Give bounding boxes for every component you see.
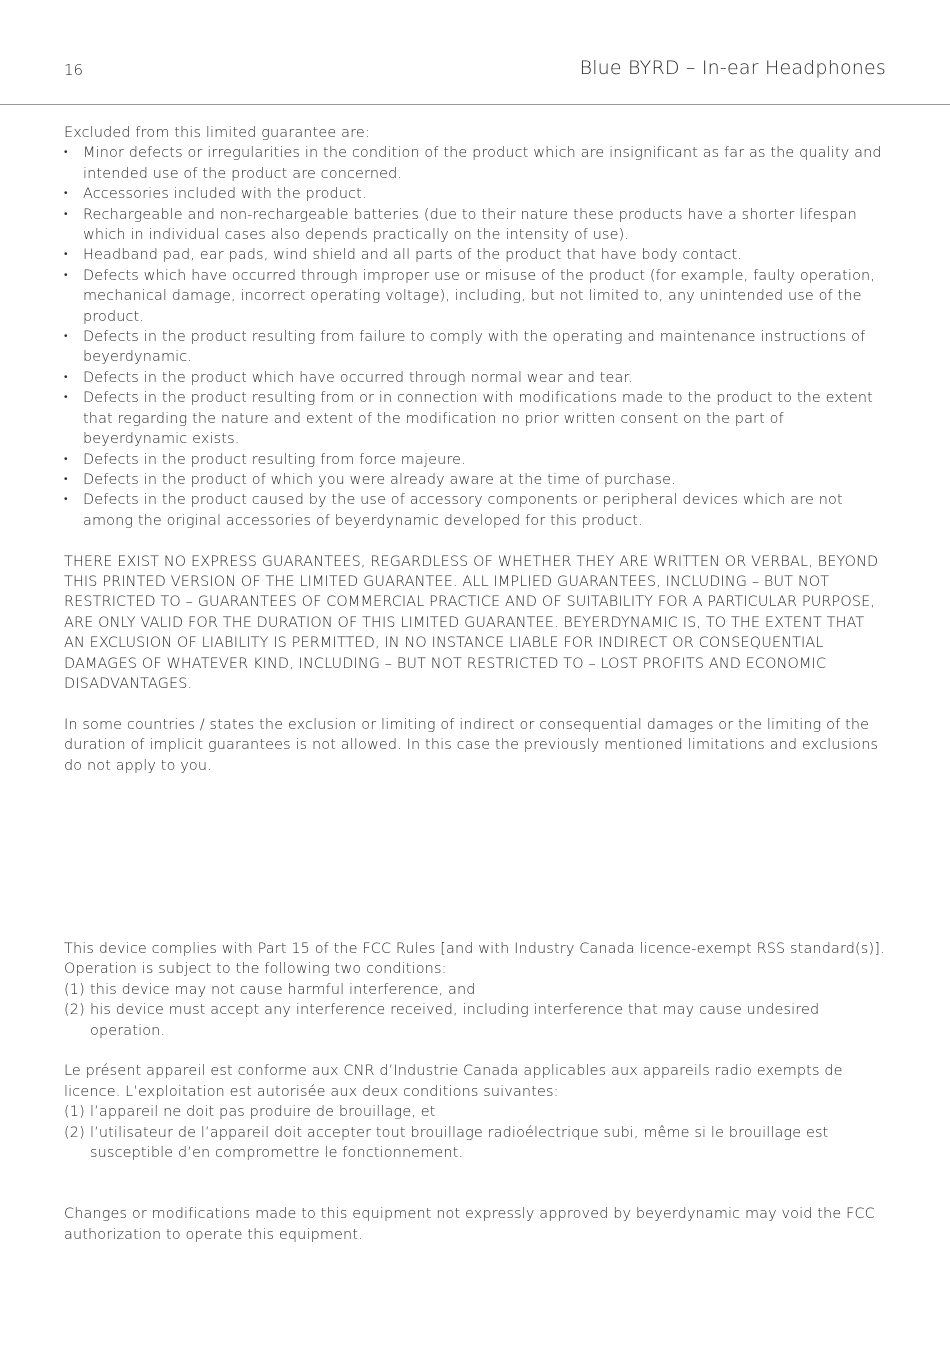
fcc-compliance-statement: This device complies with Part 15 of the FCC Rules [and with Industry Canada licence-exempt RSS standard(s)]. xyxy=(64,941,885,957)
list-item xyxy=(64,1000,888,1041)
condition-number: (1) xyxy=(64,981,85,998)
list-item xyxy=(64,1102,888,1122)
condition-text: his device must accept any interference received, including interference that may cause undesired operation. xyxy=(90,1002,820,1039)
list-item: • Defects in the product which have occurred through normal wear and tear. xyxy=(64,368,888,388)
document-title: Blue BYRD – In-ear Headphones xyxy=(579,57,886,79)
fcc-section xyxy=(64,939,888,1245)
header-divider xyxy=(0,104,950,105)
fcc-conditions-intro: Operation is subject to the following two conditions: xyxy=(64,961,447,978)
ic-french-statement: Le présent appareil est conforme aux CNR d’Industrie Canada applicables aux appareils radio exempts de licence. L’exploitation est autorisée aux deux conditions suivantes: xyxy=(64,1063,843,1100)
list-item: • Defects in the product caused by the use of accessory components or peripheral devices which are not among the original accessories of beyerdynamic developed for this product. xyxy=(64,490,888,531)
condition-number: (2) xyxy=(64,1002,85,1019)
condition-text: l’utilisateur de l’appareil doit accepter tout brouillage radioélectrique subi, même si le brouillage est susceptible d’en compromettre le fonctionnement. xyxy=(90,1124,829,1162)
list-item xyxy=(64,1123,888,1164)
list-item xyxy=(64,980,888,1000)
list-item: • Accessories included with the product. xyxy=(64,184,888,204)
list-item: • Headband pad, ear pads, wind shield and all parts of the product that have body contact. xyxy=(64,245,888,265)
exclusions-intro: Excluded from this limited guarantee are: xyxy=(64,125,370,141)
list-item: • Defects in the product of which you were already aware at the time of purchase. xyxy=(64,470,888,490)
condition-number: (2) xyxy=(64,1124,85,1141)
ic-french-conditions-list xyxy=(64,1102,888,1163)
condition-text: this device may not cause harmful interference, and xyxy=(90,981,476,998)
list-item: • Minor defects or irregularities in the condition of the product which are insignificant as far as the quality and intended use of the product are concerned. xyxy=(64,143,888,184)
changes-notice: Changes or modifications made to this equipment not expressly approved by beyerdynamic may void the FCC authorization to operate this equipment. xyxy=(64,1206,875,1243)
countries-note: In some countries / states the exclusion or limiting of indirect or consequential damages or the limiting of the duration of implicit guarantees is not allowed. In this case the previously mentioned limitations and exclusions do not apply to you. xyxy=(64,716,879,774)
condition-number: (1) xyxy=(64,1104,85,1121)
condition-text: l’appareil ne doit pas produire de brouillage, et xyxy=(90,1104,436,1121)
list-item: • Defects in the product resulting from failure to comply with the operating and maintenance instructions of beyerdynamic. xyxy=(64,327,888,368)
list-item: • Rechargeable and non-rechargeable batteries (due to their nature these products have a shorter lifespan which in individual cases also depends practically on the intensity of use). xyxy=(64,205,888,246)
exclusions-list xyxy=(64,143,888,531)
page-number: 16 xyxy=(64,61,84,79)
fcc-conditions-list xyxy=(64,980,888,1041)
list-item: • Defects in the product resulting from force majeure. xyxy=(64,450,888,470)
list-item: • Defects which have occurred through improper use or misuse of the product (for example, faulty operation, mechanical damage, incorrect operating voltage), including, but not limited to, any unintended use of the product. xyxy=(64,266,888,327)
guarantee-disclaimer: THERE EXIST NO EXPRESS GUARANTEES, REGARDLESS OF WHETHER THEY ARE WRITTEN OR VERBAL, BEYOND THIS PRINTED VERSION OF THE LIMITED GUARANTEE. ALL IMPLIED GUARANTEES, INCLUDING – BUT NOT RESTRICTED TO – GUARANTEES OF COMMERCIAL PRACTICE AND OF SUITABILITY FOR A PARTICULAR PURPOSE, ARE ONLY VALID FOR THE DURATION OF THIS LIMITED GUARANTEE. BEYERDYNAMIC IS, TO THE EXTENT THAT AN EXCLUSION OF LIABILITY IS PERMITTED, IN NO INSTANCE LIABLE FOR INDIRECT OR CONSEQUENTIAL DAMAGES OF WHATEVER KIND, INCLUDING – BUT NOT RESTRICTED TO – LOST PROFITS AND ECONOMIC DISADVANTAGES. xyxy=(64,553,879,692)
guarantee-section xyxy=(64,123,888,776)
list-item: • Defects in the product resulting from or in connection with modifications made to the product to the extent that regarding the nature and extent of the modification no prior written consent on the part of beyerdynamic exists. xyxy=(64,388,888,449)
